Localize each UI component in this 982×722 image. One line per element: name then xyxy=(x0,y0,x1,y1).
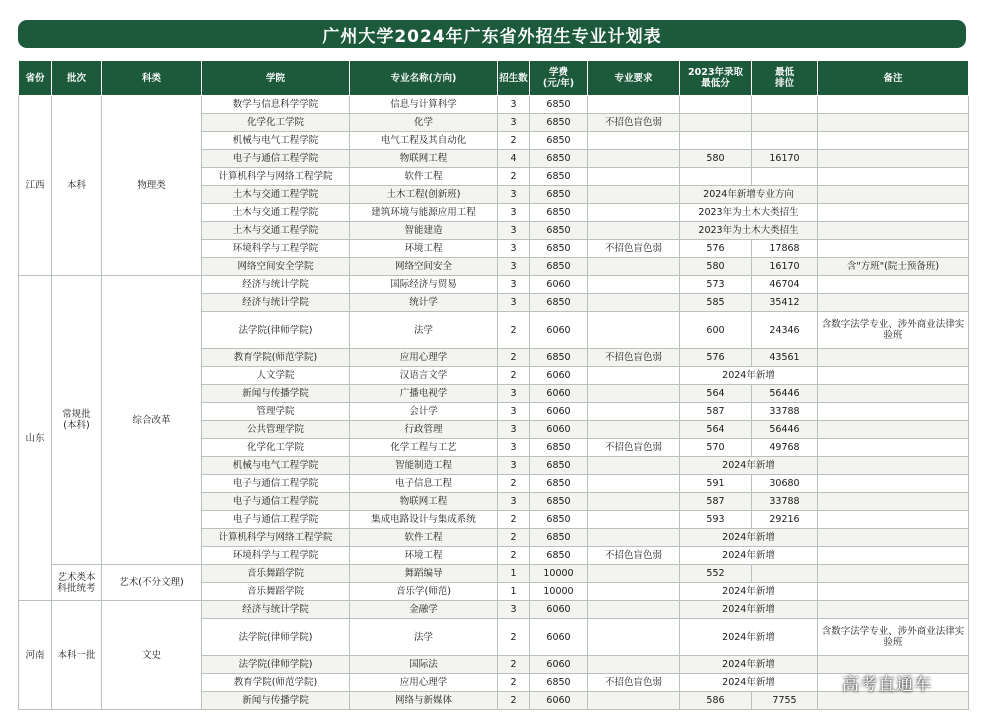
min-score-cell xyxy=(680,114,752,132)
college-cell: 环境科学与工程学院 xyxy=(202,547,350,565)
min-score-cell: 564 xyxy=(680,421,752,439)
enrollment-count-cell: 3 xyxy=(498,439,530,457)
requirement-cell: 不招色盲色弱 xyxy=(588,439,680,457)
min-score-cell: 591 xyxy=(680,475,752,493)
min-score-cell: 573 xyxy=(680,276,752,294)
note-cell: 含数字法学专业、涉外商业法律实验班 xyxy=(818,619,969,656)
college-cell: 教育学院(师范学院) xyxy=(202,349,350,367)
college-cell: 计算机科学与网络工程学院 xyxy=(202,529,350,547)
note-cell xyxy=(818,565,969,583)
enrollment-count-cell: 3 xyxy=(498,601,530,619)
college-cell: 经济与统计学院 xyxy=(202,294,350,312)
min-rank-cell: 35412 xyxy=(752,294,818,312)
batch-cell: 艺术类本 科批统考 xyxy=(52,565,102,601)
major-cell: 应用心理学 xyxy=(350,674,498,692)
tuition-cell: 6850 xyxy=(530,240,588,258)
note-cell xyxy=(818,150,969,168)
major-cell: 智能制造工程 xyxy=(350,457,498,475)
major-cell: 建筑环境与能源应用工程 xyxy=(350,204,498,222)
note-cell xyxy=(818,114,969,132)
score-rank-merged-cell: 2024年新增 xyxy=(680,583,818,601)
college-cell: 音乐舞蹈学院 xyxy=(202,565,350,583)
college-cell: 法学院(律师学院) xyxy=(202,619,350,656)
major-cell: 音乐学(师范) xyxy=(350,583,498,601)
major-cell: 国际经济与贸易 xyxy=(350,276,498,294)
min-rank-cell: 29216 xyxy=(752,511,818,529)
table-row xyxy=(19,601,969,619)
major-cell: 网络空间安全 xyxy=(350,258,498,276)
note-cell xyxy=(818,439,969,457)
batch-cell: 本科 xyxy=(52,96,102,276)
tuition-cell: 6850 xyxy=(530,258,588,276)
note-cell xyxy=(818,457,969,475)
province-cell: 山东 xyxy=(19,276,52,601)
batch-cell: 常规批 (本科) xyxy=(52,276,102,565)
enrollment-count-cell: 1 xyxy=(498,565,530,583)
category-cell: 综合改革 xyxy=(102,276,202,565)
tuition-cell: 6850 xyxy=(530,529,588,547)
enrollment-count-cell: 2 xyxy=(498,619,530,656)
major-cell: 金融学 xyxy=(350,601,498,619)
min-score-cell xyxy=(680,132,752,150)
note-cell xyxy=(818,294,969,312)
column-header: 学院 xyxy=(202,61,350,96)
min-rank-cell: 56446 xyxy=(752,385,818,403)
enrollment-count-cell: 2 xyxy=(498,367,530,385)
requirement-cell xyxy=(588,150,680,168)
column-header: 专业要求 xyxy=(588,61,680,96)
requirement-cell xyxy=(588,204,680,222)
tuition-cell: 6060 xyxy=(530,601,588,619)
major-cell: 国际法 xyxy=(350,656,498,674)
min-score-cell: 580 xyxy=(680,150,752,168)
min-rank-cell: 56446 xyxy=(752,421,818,439)
enrollment-count-cell: 3 xyxy=(498,457,530,475)
column-header: 2023年录取 最低分 xyxy=(680,61,752,96)
enrollment-count-cell: 3 xyxy=(498,240,530,258)
note-cell xyxy=(818,349,969,367)
min-score-cell: 587 xyxy=(680,403,752,421)
college-cell: 数学与信息科学学院 xyxy=(202,96,350,114)
note-cell xyxy=(818,583,969,601)
min-score-cell: 570 xyxy=(680,439,752,457)
min-rank-cell xyxy=(752,565,818,583)
min-score-cell xyxy=(680,168,752,186)
major-cell: 汉语言文学 xyxy=(350,367,498,385)
enrollment-count-cell: 2 xyxy=(498,349,530,367)
tuition-cell: 6060 xyxy=(530,656,588,674)
college-cell: 土木与交通工程学院 xyxy=(202,204,350,222)
requirement-cell xyxy=(588,168,680,186)
note-cell xyxy=(818,276,969,294)
score-rank-merged-cell: 2024年新增 xyxy=(680,367,818,385)
enrollment-count-cell: 2 xyxy=(498,312,530,349)
min-rank-cell: 16170 xyxy=(752,150,818,168)
tuition-cell: 6060 xyxy=(530,312,588,349)
min-rank-cell xyxy=(752,114,818,132)
requirement-cell xyxy=(588,457,680,475)
college-cell: 土木与交通工程学院 xyxy=(202,222,350,240)
enrollment-count-cell: 3 xyxy=(498,96,530,114)
enrollment-count-cell: 2 xyxy=(498,132,530,150)
tuition-cell: 6850 xyxy=(530,96,588,114)
college-cell: 化学化工学院 xyxy=(202,439,350,457)
score-rank-merged-cell: 2023年为土木大类招生 xyxy=(680,222,818,240)
tuition-cell: 6060 xyxy=(530,403,588,421)
college-cell: 新闻与传播学院 xyxy=(202,385,350,403)
major-cell: 统计学 xyxy=(350,294,498,312)
min-score-cell: 593 xyxy=(680,511,752,529)
note-cell xyxy=(818,547,969,565)
major-cell: 环境工程 xyxy=(350,240,498,258)
note-cell xyxy=(818,168,969,186)
score-rank-merged-cell: 2024年新增 xyxy=(680,601,818,619)
major-cell: 软件工程 xyxy=(350,529,498,547)
note-cell xyxy=(818,240,969,258)
major-cell: 会计学 xyxy=(350,403,498,421)
min-score-cell: 587 xyxy=(680,493,752,511)
college-cell: 人文学院 xyxy=(202,367,350,385)
province-cell: 江西 xyxy=(19,96,52,276)
tuition-cell: 6850 xyxy=(530,150,588,168)
major-cell: 土木工程(创新班) xyxy=(350,186,498,204)
category-cell: 艺术(不分文理) xyxy=(102,565,202,601)
min-score-cell xyxy=(680,96,752,114)
min-rank-cell: 24346 xyxy=(752,312,818,349)
tuition-cell: 6060 xyxy=(530,619,588,656)
college-cell: 音乐舞蹈学院 xyxy=(202,583,350,601)
requirement-cell: 不招色盲色弱 xyxy=(588,547,680,565)
college-cell: 电子与通信工程学院 xyxy=(202,493,350,511)
enrollment-count-cell: 2 xyxy=(498,674,530,692)
major-cell: 网络与新媒体 xyxy=(350,692,498,710)
table-body xyxy=(19,96,969,710)
college-cell: 电子与通信工程学院 xyxy=(202,475,350,493)
requirement-cell xyxy=(588,385,680,403)
college-cell: 经济与统计学院 xyxy=(202,601,350,619)
min-rank-cell: 49768 xyxy=(752,439,818,457)
tuition-cell: 6850 xyxy=(530,511,588,529)
requirement-cell xyxy=(588,96,680,114)
college-cell: 教育学院(师范学院) xyxy=(202,674,350,692)
min-rank-cell xyxy=(752,168,818,186)
column-header: 批次 xyxy=(52,61,102,96)
requirement-cell: 不招色盲色弱 xyxy=(588,240,680,258)
enrollment-count-cell: 2 xyxy=(498,511,530,529)
requirement-cell xyxy=(588,312,680,349)
college-cell: 法学院(律师学院) xyxy=(202,656,350,674)
score-rank-merged-cell: 2024年新增 xyxy=(680,529,818,547)
requirement-cell xyxy=(588,583,680,601)
score-rank-merged-cell: 2023年为土木大类招生 xyxy=(680,204,818,222)
requirement-cell xyxy=(588,258,680,276)
college-cell: 计算机科学与网络工程学院 xyxy=(202,168,350,186)
college-cell: 管理学院 xyxy=(202,403,350,421)
table-row xyxy=(19,96,969,114)
major-cell: 行政管理 xyxy=(350,421,498,439)
note-cell xyxy=(818,385,969,403)
tuition-cell: 6060 xyxy=(530,367,588,385)
score-rank-merged-cell: 2024年新增 xyxy=(680,674,818,692)
column-header: 科类 xyxy=(102,61,202,96)
major-cell: 环境工程 xyxy=(350,547,498,565)
note-cell xyxy=(818,222,969,240)
tuition-cell: 6060 xyxy=(530,385,588,403)
column-header: 专业名称(方向) xyxy=(350,61,498,96)
requirement-cell: 不招色盲色弱 xyxy=(588,349,680,367)
requirement-cell: 不招色盲色弱 xyxy=(588,114,680,132)
enrollment-count-cell: 2 xyxy=(498,168,530,186)
min-rank-cell: 33788 xyxy=(752,493,818,511)
column-header: 学费 (元/年) xyxy=(530,61,588,96)
enrollment-count-cell: 3 xyxy=(498,385,530,403)
page-title: 广州大学2024年广东省外招生专业计划表 xyxy=(18,20,966,48)
note-cell xyxy=(818,421,969,439)
college-cell: 经济与统计学院 xyxy=(202,276,350,294)
column-header: 招生数 xyxy=(498,61,530,96)
tuition-cell: 6850 xyxy=(530,186,588,204)
table-header-row xyxy=(19,61,969,96)
enrollment-count-cell: 3 xyxy=(498,493,530,511)
major-cell: 化学工程与工艺 xyxy=(350,439,498,457)
score-rank-merged-cell: 2024年新增 xyxy=(680,547,818,565)
min-score-cell: 564 xyxy=(680,385,752,403)
column-header: 最低 排位 xyxy=(752,61,818,96)
note-cell xyxy=(818,601,969,619)
min-rank-cell: 43561 xyxy=(752,349,818,367)
enrollment-count-cell: 3 xyxy=(498,276,530,294)
requirement-cell xyxy=(588,511,680,529)
tuition-cell: 6850 xyxy=(530,493,588,511)
requirement-cell xyxy=(588,601,680,619)
enrollment-count-cell: 3 xyxy=(498,204,530,222)
requirement-cell xyxy=(588,421,680,439)
tuition-cell: 6850 xyxy=(530,294,588,312)
note-cell xyxy=(818,132,969,150)
score-rank-merged-cell: 2024年新增 xyxy=(680,457,818,475)
tuition-cell: 6850 xyxy=(530,132,588,150)
tuition-cell: 6850 xyxy=(530,204,588,222)
min-rank-cell: 17868 xyxy=(752,240,818,258)
major-cell: 电子信息工程 xyxy=(350,475,498,493)
major-cell: 电气工程及其自动化 xyxy=(350,132,498,150)
major-cell: 广播电视学 xyxy=(350,385,498,403)
major-cell: 应用心理学 xyxy=(350,349,498,367)
enrollment-count-cell: 3 xyxy=(498,421,530,439)
requirement-cell xyxy=(588,692,680,710)
college-cell: 网络空间安全学院 xyxy=(202,258,350,276)
tuition-cell: 6850 xyxy=(530,168,588,186)
note-cell xyxy=(818,511,969,529)
major-cell: 信息与计算科学 xyxy=(350,96,498,114)
enrollment-count-cell: 3 xyxy=(498,294,530,312)
enrollment-count-cell: 2 xyxy=(498,475,530,493)
enrollment-count-cell: 3 xyxy=(498,114,530,132)
tuition-cell: 6850 xyxy=(530,674,588,692)
requirement-cell xyxy=(588,222,680,240)
major-cell: 舞蹈编导 xyxy=(350,565,498,583)
tuition-cell: 6060 xyxy=(530,421,588,439)
min-score-cell: 576 xyxy=(680,240,752,258)
category-cell: 文史 xyxy=(102,601,202,710)
min-rank-cell xyxy=(752,96,818,114)
tuition-cell: 6850 xyxy=(530,222,588,240)
note-cell xyxy=(818,403,969,421)
min-score-cell: 585 xyxy=(680,294,752,312)
requirement-cell xyxy=(588,565,680,583)
tuition-cell: 6850 xyxy=(530,439,588,457)
tuition-cell: 6850 xyxy=(530,114,588,132)
min-score-cell: 600 xyxy=(680,312,752,349)
enrollment-count-cell: 2 xyxy=(498,547,530,565)
major-cell: 法学 xyxy=(350,312,498,349)
major-cell: 物联网工程 xyxy=(350,150,498,168)
column-header: 备注 xyxy=(818,61,969,96)
enrollment-plan-table xyxy=(18,60,969,710)
tuition-cell: 6060 xyxy=(530,692,588,710)
enrollment-count-cell: 2 xyxy=(498,529,530,547)
requirement-cell xyxy=(588,132,680,150)
min-score-cell: 552 xyxy=(680,565,752,583)
college-cell: 公共管理学院 xyxy=(202,421,350,439)
note-cell xyxy=(818,96,969,114)
college-cell: 机械与电气工程学院 xyxy=(202,132,350,150)
min-rank-cell: 46704 xyxy=(752,276,818,294)
major-cell: 物联网工程 xyxy=(350,493,498,511)
college-cell: 电子与通信工程学院 xyxy=(202,511,350,529)
note-cell: 含"方班"(院士预备班) xyxy=(818,258,969,276)
requirement-cell xyxy=(588,619,680,656)
batch-cell: 本科一批 xyxy=(52,601,102,710)
min-score-cell: 586 xyxy=(680,692,752,710)
college-cell: 法学院(律师学院) xyxy=(202,312,350,349)
requirement-cell xyxy=(588,656,680,674)
major-cell: 化学 xyxy=(350,114,498,132)
tuition-cell: 6850 xyxy=(530,547,588,565)
enrollment-count-cell: 1 xyxy=(498,583,530,601)
min-score-cell: 576 xyxy=(680,349,752,367)
requirement-cell xyxy=(588,294,680,312)
college-cell: 新闻与传播学院 xyxy=(202,692,350,710)
enrollment-count-cell: 2 xyxy=(498,656,530,674)
min-rank-cell: 30680 xyxy=(752,475,818,493)
note-cell: 含数字法学专业、涉外商业法律实验班 xyxy=(818,312,969,349)
min-rank-cell: 7755 xyxy=(752,692,818,710)
major-cell: 软件工程 xyxy=(350,168,498,186)
requirement-cell xyxy=(588,276,680,294)
college-cell: 环境科学与工程学院 xyxy=(202,240,350,258)
requirement-cell xyxy=(588,403,680,421)
table-row xyxy=(19,276,969,294)
min-rank-cell xyxy=(752,132,818,150)
college-cell: 化学化工学院 xyxy=(202,114,350,132)
requirement-cell xyxy=(588,493,680,511)
tuition-cell: 10000 xyxy=(530,565,588,583)
score-rank-merged-cell: 2024年新增 xyxy=(680,619,818,656)
category-cell: 物理类 xyxy=(102,96,202,276)
province-cell: 河南 xyxy=(19,601,52,710)
min-rank-cell: 16170 xyxy=(752,258,818,276)
note-cell xyxy=(818,529,969,547)
tuition-cell: 6850 xyxy=(530,475,588,493)
college-cell: 土木与交通工程学院 xyxy=(202,186,350,204)
score-rank-merged-cell: 2024年新增 xyxy=(680,656,818,674)
requirement-cell xyxy=(588,529,680,547)
major-cell: 集成电路设计与集成系统 xyxy=(350,511,498,529)
watermark: 高考直通车 xyxy=(842,675,932,695)
tuition-cell: 6850 xyxy=(530,349,588,367)
requirement-cell xyxy=(588,475,680,493)
college-cell: 机械与电气工程学院 xyxy=(202,457,350,475)
requirement-cell: 不招色盲色弱 xyxy=(588,674,680,692)
table-row xyxy=(19,565,969,583)
enrollment-count-cell: 3 xyxy=(498,258,530,276)
enrollment-count-cell: 3 xyxy=(498,403,530,421)
major-cell: 智能建造 xyxy=(350,222,498,240)
tuition-cell: 6850 xyxy=(530,457,588,475)
note-cell xyxy=(818,493,969,511)
score-rank-merged-cell: 2024年新增专业方向 xyxy=(680,186,818,204)
enrollment-count-cell: 3 xyxy=(498,222,530,240)
note-cell xyxy=(818,204,969,222)
enrollment-count-cell: 4 xyxy=(498,150,530,168)
college-cell: 电子与通信工程学院 xyxy=(202,150,350,168)
enrollment-count-cell: 2 xyxy=(498,692,530,710)
note-cell xyxy=(818,186,969,204)
tuition-cell: 6060 xyxy=(530,276,588,294)
note-cell xyxy=(818,367,969,385)
requirement-cell xyxy=(588,367,680,385)
major-cell: 法学 xyxy=(350,619,498,656)
requirement-cell xyxy=(588,186,680,204)
min-rank-cell: 33788 xyxy=(752,403,818,421)
note-cell xyxy=(818,475,969,493)
column-header: 省份 xyxy=(19,61,52,96)
min-score-cell: 580 xyxy=(680,258,752,276)
tuition-cell: 10000 xyxy=(530,583,588,601)
enrollment-count-cell: 3 xyxy=(498,186,530,204)
